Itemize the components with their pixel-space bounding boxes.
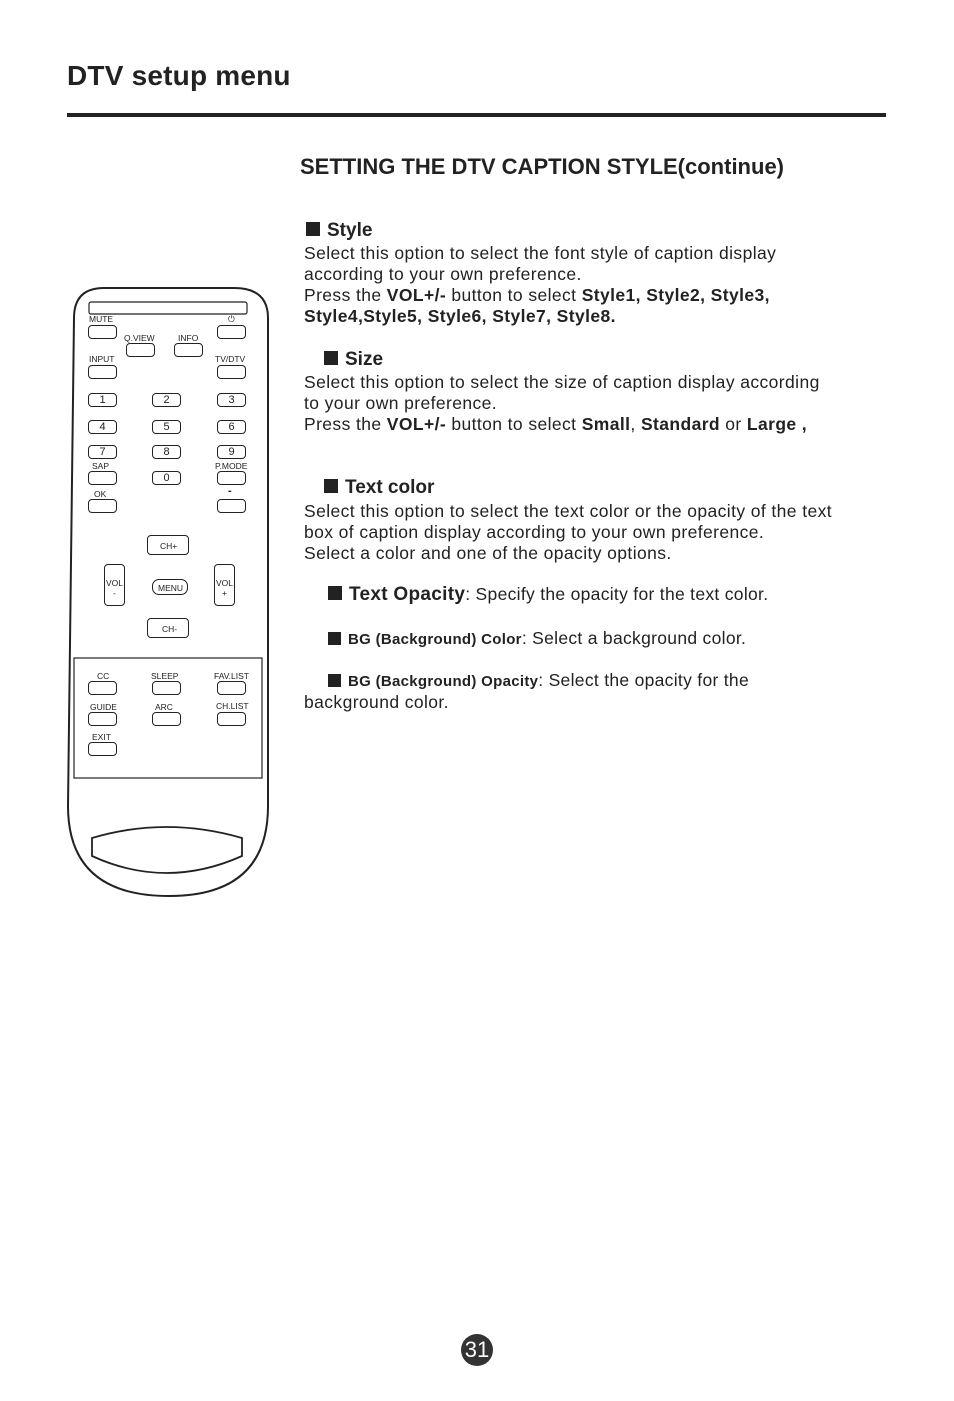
- pmode-label: P.MODE: [215, 461, 248, 471]
- sleep-button[interactable]: [152, 681, 181, 695]
- num-label: 4: [99, 421, 106, 433]
- style-options-1: Style1, Style2, Style3,: [581, 285, 770, 305]
- channel-down-button[interactable]: [147, 618, 189, 638]
- text-color-subheading: [324, 477, 434, 499]
- section-heading: SETTING THE DTV CAPTION STYLE(continue): [300, 154, 784, 179]
- num-label: 5: [163, 421, 170, 433]
- input-label: INPUT: [89, 354, 115, 364]
- num-label: 8: [163, 446, 170, 458]
- volume-up-button[interactable]: [214, 564, 235, 606]
- style-options-line2: [304, 306, 616, 327]
- text-color-line3: Select a color and one of the opacity options.: [304, 543, 672, 563]
- pmode-button[interactable]: [217, 471, 246, 485]
- arc-button[interactable]: [152, 712, 181, 726]
- bg-opacity-line2: background color.: [304, 692, 449, 712]
- text-opacity-desc: : Specify the opacity for the text color.: [465, 584, 769, 604]
- text-color-title: Text color: [345, 477, 435, 498]
- style-desc-line1: Select this option to select the font style of caption display: [304, 243, 777, 263]
- volminus-sign: -: [113, 588, 116, 598]
- favlist-label: FAV.LIST: [214, 671, 249, 681]
- qview-label: Q.VIEW: [124, 333, 155, 343]
- bullet-square-icon: [328, 674, 341, 687]
- tvdtv-button[interactable]: [217, 365, 246, 379]
- size-large: Large ,: [746, 414, 808, 434]
- info-label: INFO: [178, 333, 199, 343]
- sep: or: [720, 414, 747, 434]
- bg-color-line: [328, 628, 746, 649]
- input-button[interactable]: [88, 365, 117, 379]
- sep: ,: [630, 414, 641, 434]
- guide-label: GUIDE: [90, 702, 117, 712]
- size-title: Size: [345, 349, 384, 370]
- number-4-button[interactable]: [88, 420, 117, 434]
- number-9-button[interactable]: [217, 445, 246, 459]
- dash-button[interactable]: [217, 499, 246, 513]
- cc-label: CC: [97, 671, 110, 681]
- volume-down-button[interactable]: [104, 564, 125, 606]
- exit-button[interactable]: [88, 742, 117, 756]
- volplus-sign: +: [222, 588, 227, 598]
- volminus-label: VOL: [106, 578, 124, 588]
- bullet-square-icon: [324, 351, 338, 365]
- number-1-button[interactable]: [88, 393, 117, 407]
- vol-button-ref: VOL+/-: [386, 414, 447, 434]
- exit-label: EXIT: [92, 732, 111, 742]
- style-subheading: [306, 220, 372, 242]
- num-label: 2: [163, 394, 170, 406]
- bg-color-label: BG (Background) Color: [348, 631, 522, 648]
- size-standard: Standard: [640, 414, 720, 434]
- num-label: 7: [99, 446, 106, 458]
- info-button[interactable]: [174, 343, 203, 357]
- size-desc-line1: Select this option to select the size of caption display according: [304, 372, 820, 392]
- size-small: Small: [581, 414, 631, 434]
- ok-button[interactable]: [88, 499, 117, 513]
- bullet-square-icon: [306, 222, 320, 236]
- chplus-label: CH+: [160, 541, 178, 551]
- press-prefix: Press the: [304, 285, 387, 305]
- ok-label: OK: [94, 489, 107, 499]
- chminus-label: CH-: [162, 624, 178, 634]
- page-number-badge: 31: [461, 1334, 493, 1366]
- mute-button[interactable]: [88, 325, 117, 339]
- style-press-line: [304, 285, 770, 306]
- bullet-square-icon: [324, 479, 338, 493]
- number-8-button[interactable]: [152, 445, 181, 459]
- vol-button-ref: VOL+/-: [386, 285, 447, 305]
- number-5-button[interactable]: [152, 420, 181, 434]
- style-options-2: Style4,Style5, Style6, Style7, Style8.: [304, 306, 616, 326]
- num-label: 3: [228, 394, 235, 406]
- menu-button[interactable]: [152, 579, 188, 595]
- channel-up-button[interactable]: [147, 535, 189, 555]
- num-label: 1: [99, 394, 106, 406]
- bullet-square-icon: [328, 586, 342, 600]
- mute-label: MUTE: [89, 314, 114, 324]
- text-opacity-label: Text Opacity: [349, 584, 466, 605]
- chlist-label: CH.LIST: [216, 701, 249, 711]
- bg-color-desc: : Select a background color.: [521, 628, 747, 648]
- volplus-label: VOL: [216, 578, 234, 588]
- bg-opacity-desc: : Select the opacity for the: [538, 670, 750, 690]
- press-mid: button to select: [446, 414, 582, 434]
- remote-control-illustration: [66, 286, 272, 900]
- header-divider: [67, 113, 886, 117]
- chlist-button[interactable]: [217, 712, 246, 726]
- qview-button[interactable]: [126, 343, 155, 357]
- style-title: Style: [327, 220, 373, 241]
- text-color-line1: Select this option to select the text color or the opacity of the text: [304, 501, 832, 521]
- page-title: DTV setup menu: [67, 60, 291, 91]
- size-desc-line2: to your own preference.: [304, 393, 498, 413]
- tvdtv-label: TV/DTV: [215, 354, 246, 364]
- dash-label: -: [228, 485, 232, 497]
- favlist-button[interactable]: [217, 681, 246, 695]
- number-2-button[interactable]: [152, 393, 181, 407]
- num-label: 0: [163, 472, 170, 484]
- guide-button[interactable]: [88, 712, 117, 726]
- cc-button[interactable]: [88, 681, 117, 695]
- press-mid: button to select: [446, 285, 582, 305]
- sap-label: SAP: [92, 461, 110, 471]
- arc-label: ARC: [155, 702, 173, 712]
- press-prefix: Press the: [304, 414, 387, 434]
- bg-opacity-line: [328, 670, 749, 691]
- sap-button[interactable]: [88, 471, 117, 485]
- number-3-button[interactable]: [217, 393, 246, 407]
- num-label: 9: [228, 446, 235, 458]
- size-press-line: [304, 414, 807, 435]
- number-6-button[interactable]: [217, 420, 246, 434]
- menu-label: MENU: [158, 583, 184, 593]
- sleep-label: SLEEP: [151, 671, 179, 681]
- text-opacity-line: [328, 584, 768, 606]
- text-color-line2: box of caption display according to your own preference.: [304, 522, 765, 542]
- bullet-square-icon: [328, 632, 341, 645]
- power-icon: ⏻: [228, 314, 235, 324]
- number-7-button[interactable]: [88, 445, 117, 459]
- bg-opacity-label: BG (Background) Opacity: [348, 673, 539, 690]
- size-subheading: [324, 349, 383, 371]
- style-desc-line2: according to your own preference.: [304, 264, 582, 284]
- num-label: 6: [228, 421, 235, 433]
- power-button[interactable]: [217, 325, 246, 339]
- number-0-button[interactable]: [152, 471, 181, 485]
